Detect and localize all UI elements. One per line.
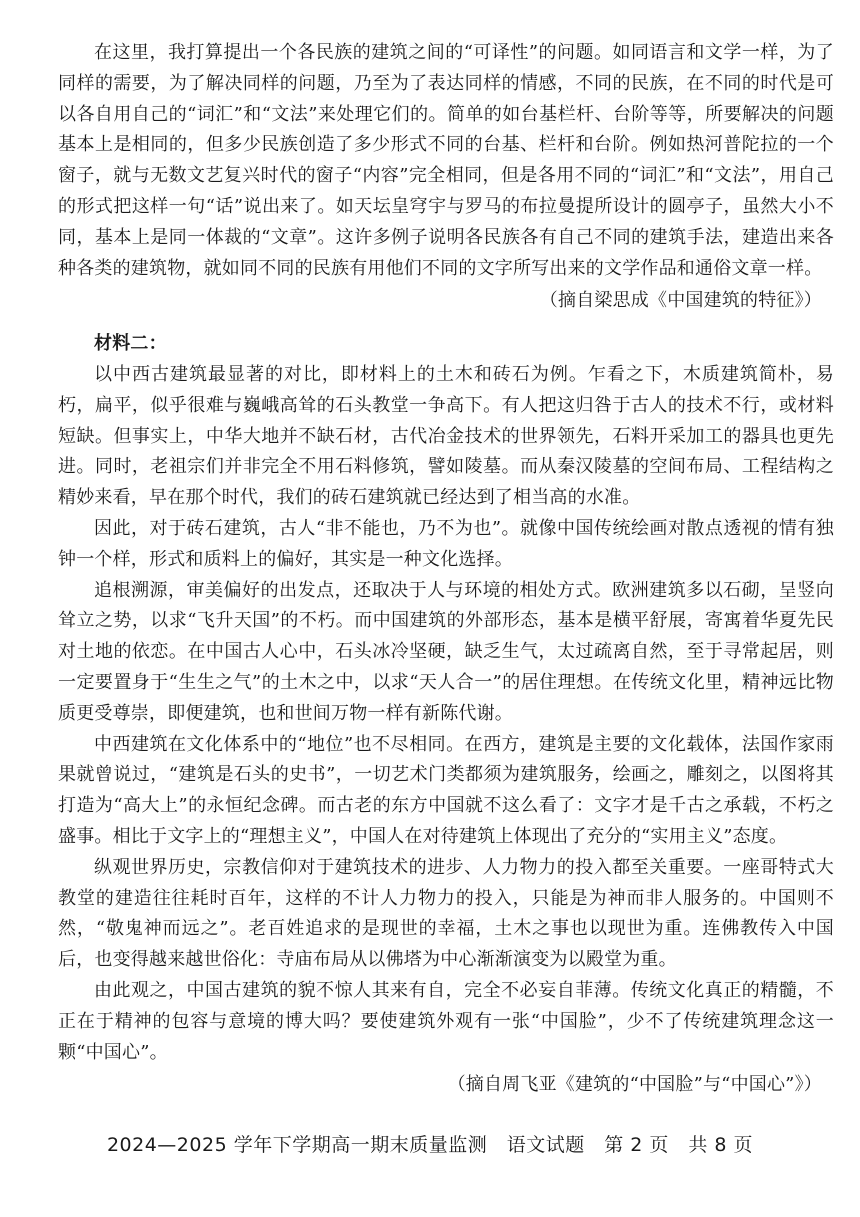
material2-paragraph-4: 中西建筑在文化体系中的“地位”也不尽相同。在西方，建筑是主要的文化载体，法国作家雨果就曾说过，“建筑是石头的史书”，一切艺术门类都须为建筑服务，绘画之，雕刻之，以图将其打造为“高大上”的永恒纪念碑。而古老的东方中国就不这么看了：文字才是千古之承载，不朽之盛事。相比于文字上的“理想主义”，中国人在对待建筑上体现出了充分的“实用主义”态度。 <box>58 733 834 847</box>
page-footer: 2024—2025 学年下学期高一期末质量监测 语文试题 第 2 页 共 8 页 <box>106 1134 754 1153</box>
material2-paragraph-6: 由此观之，中国古建筑的貌不惊人其来有自，完全不必妄自菲薄。传统文化真正的精髓，不正在于精神的包容与意境的博大吗？要使建筑外观有一张“中国脸”，少不了传统建筑理念这一颗“中国心”。 <box>58 979 834 1063</box>
material2-paragraph-5: 纵观世界历史，宗教信仰对于建筑技术的进步、人力物力的投入都至关重要。一座哥特式大教堂的建造往往耗时百年，这样的不计人力物力的投入，只能是为神而非人服务的。中国则不然，“敬鬼神而远之”。老百姓追求的是现世的幸福，土木之事也以现世为重。连佛教传入中国后，也变得越来越世俗化：寺庙布局从以佛塔为中心渐渐演变为以殿堂为重。 <box>58 856 834 971</box>
material2-paragraph-3: 追根溯源，审美偏好的出发点，还取决于人与环境的相处方式。欧洲建筑多以石砌，呈竖向耸立之势，以求“飞升天国”的不朽。而中国建筑的外部形态，基本是横平舒展，寄寓着华夏先民对土地的依恋。在中国古人心中，石头冰冷坚硬，缺乏生气，太过疏离自然，至于寻常起居，则一定要置身于“生生之气”的土木之中，以求“天人合一”的居住理想。在传统文化里，精神远比物质更受尊崇，即便建筑，也和世间万物一样有新陈代谢。 <box>58 579 834 724</box>
material1-paragraph: 在这里，我打算提出一个各民族的建筑之间的“可译性”的问题。如同语言和文学一样，为了同样的需要，为了解决同样的问题，乃至为了表达同样的情感，不同的民族，在不同的时代是可以各自用自己的“词汇”和“文法”来处理它们的。简单的如台基栏杆、台阶等等，所要解决的问题基本上是相同的，但多少民族创造了多少形式不同的台基、栏杆和台阶。例如热河普陀拉的一个窗子，就与无数文艺复兴时代的窗子“内容”完全相同，但是各用不同的“词汇”和“文法”，用自己的形式把这样一句“话”说出来了。如天坛皇穹宇与罗马的布拉曼提所设计的圆亭子，虽然大小不同，基本上是同一体裁的“文章”。这许多例子说明各民族各有自己不同的建筑手法，建造出来各种各类的建筑物，就如同不同的民族有用他们不同的文字所写出来的文学作品和通俗文章一样。 <box>58 42 834 279</box>
material2-paragraph-2: 因此，对于砖石建筑，古人“非不能也，乃不为也”。就像中国传统绘画对散点透视的情有独钟一个样，形式和质料上的偏好，其实是一种文化选择。 <box>58 517 834 570</box>
material2-paragraph-1: 以中西古建筑最显著的对比，即材料上的土木和砖石为例。乍看之下，木质建筑简朴，易朽，扁平，似乎很难与巍峨高耸的石头教堂一争高下。有人把这归咎于古人的技术不行，或材料短缺。但事实上，中华大地并不缺石材，古代冶金技术的世界领先，石料开采加工的器具也更先进。同时，老祖宗们并非完全不用石料修筑，譬如陵墓。而从秦汉陵墓的空间布局、工程结构之精妙来看，早在那个时代，我们的砖石建筑就已经达到了相当高的水准。 <box>58 363 834 509</box>
material2-heading: 材料二： <box>94 333 167 355</box>
material2-attribution: （摘自周飞亚《建筑的“中国脸”与“中国心”》） <box>447 1074 822 1096</box>
material1-attribution: （摘自梁思成《中国建筑的特征》） <box>539 290 822 312</box>
